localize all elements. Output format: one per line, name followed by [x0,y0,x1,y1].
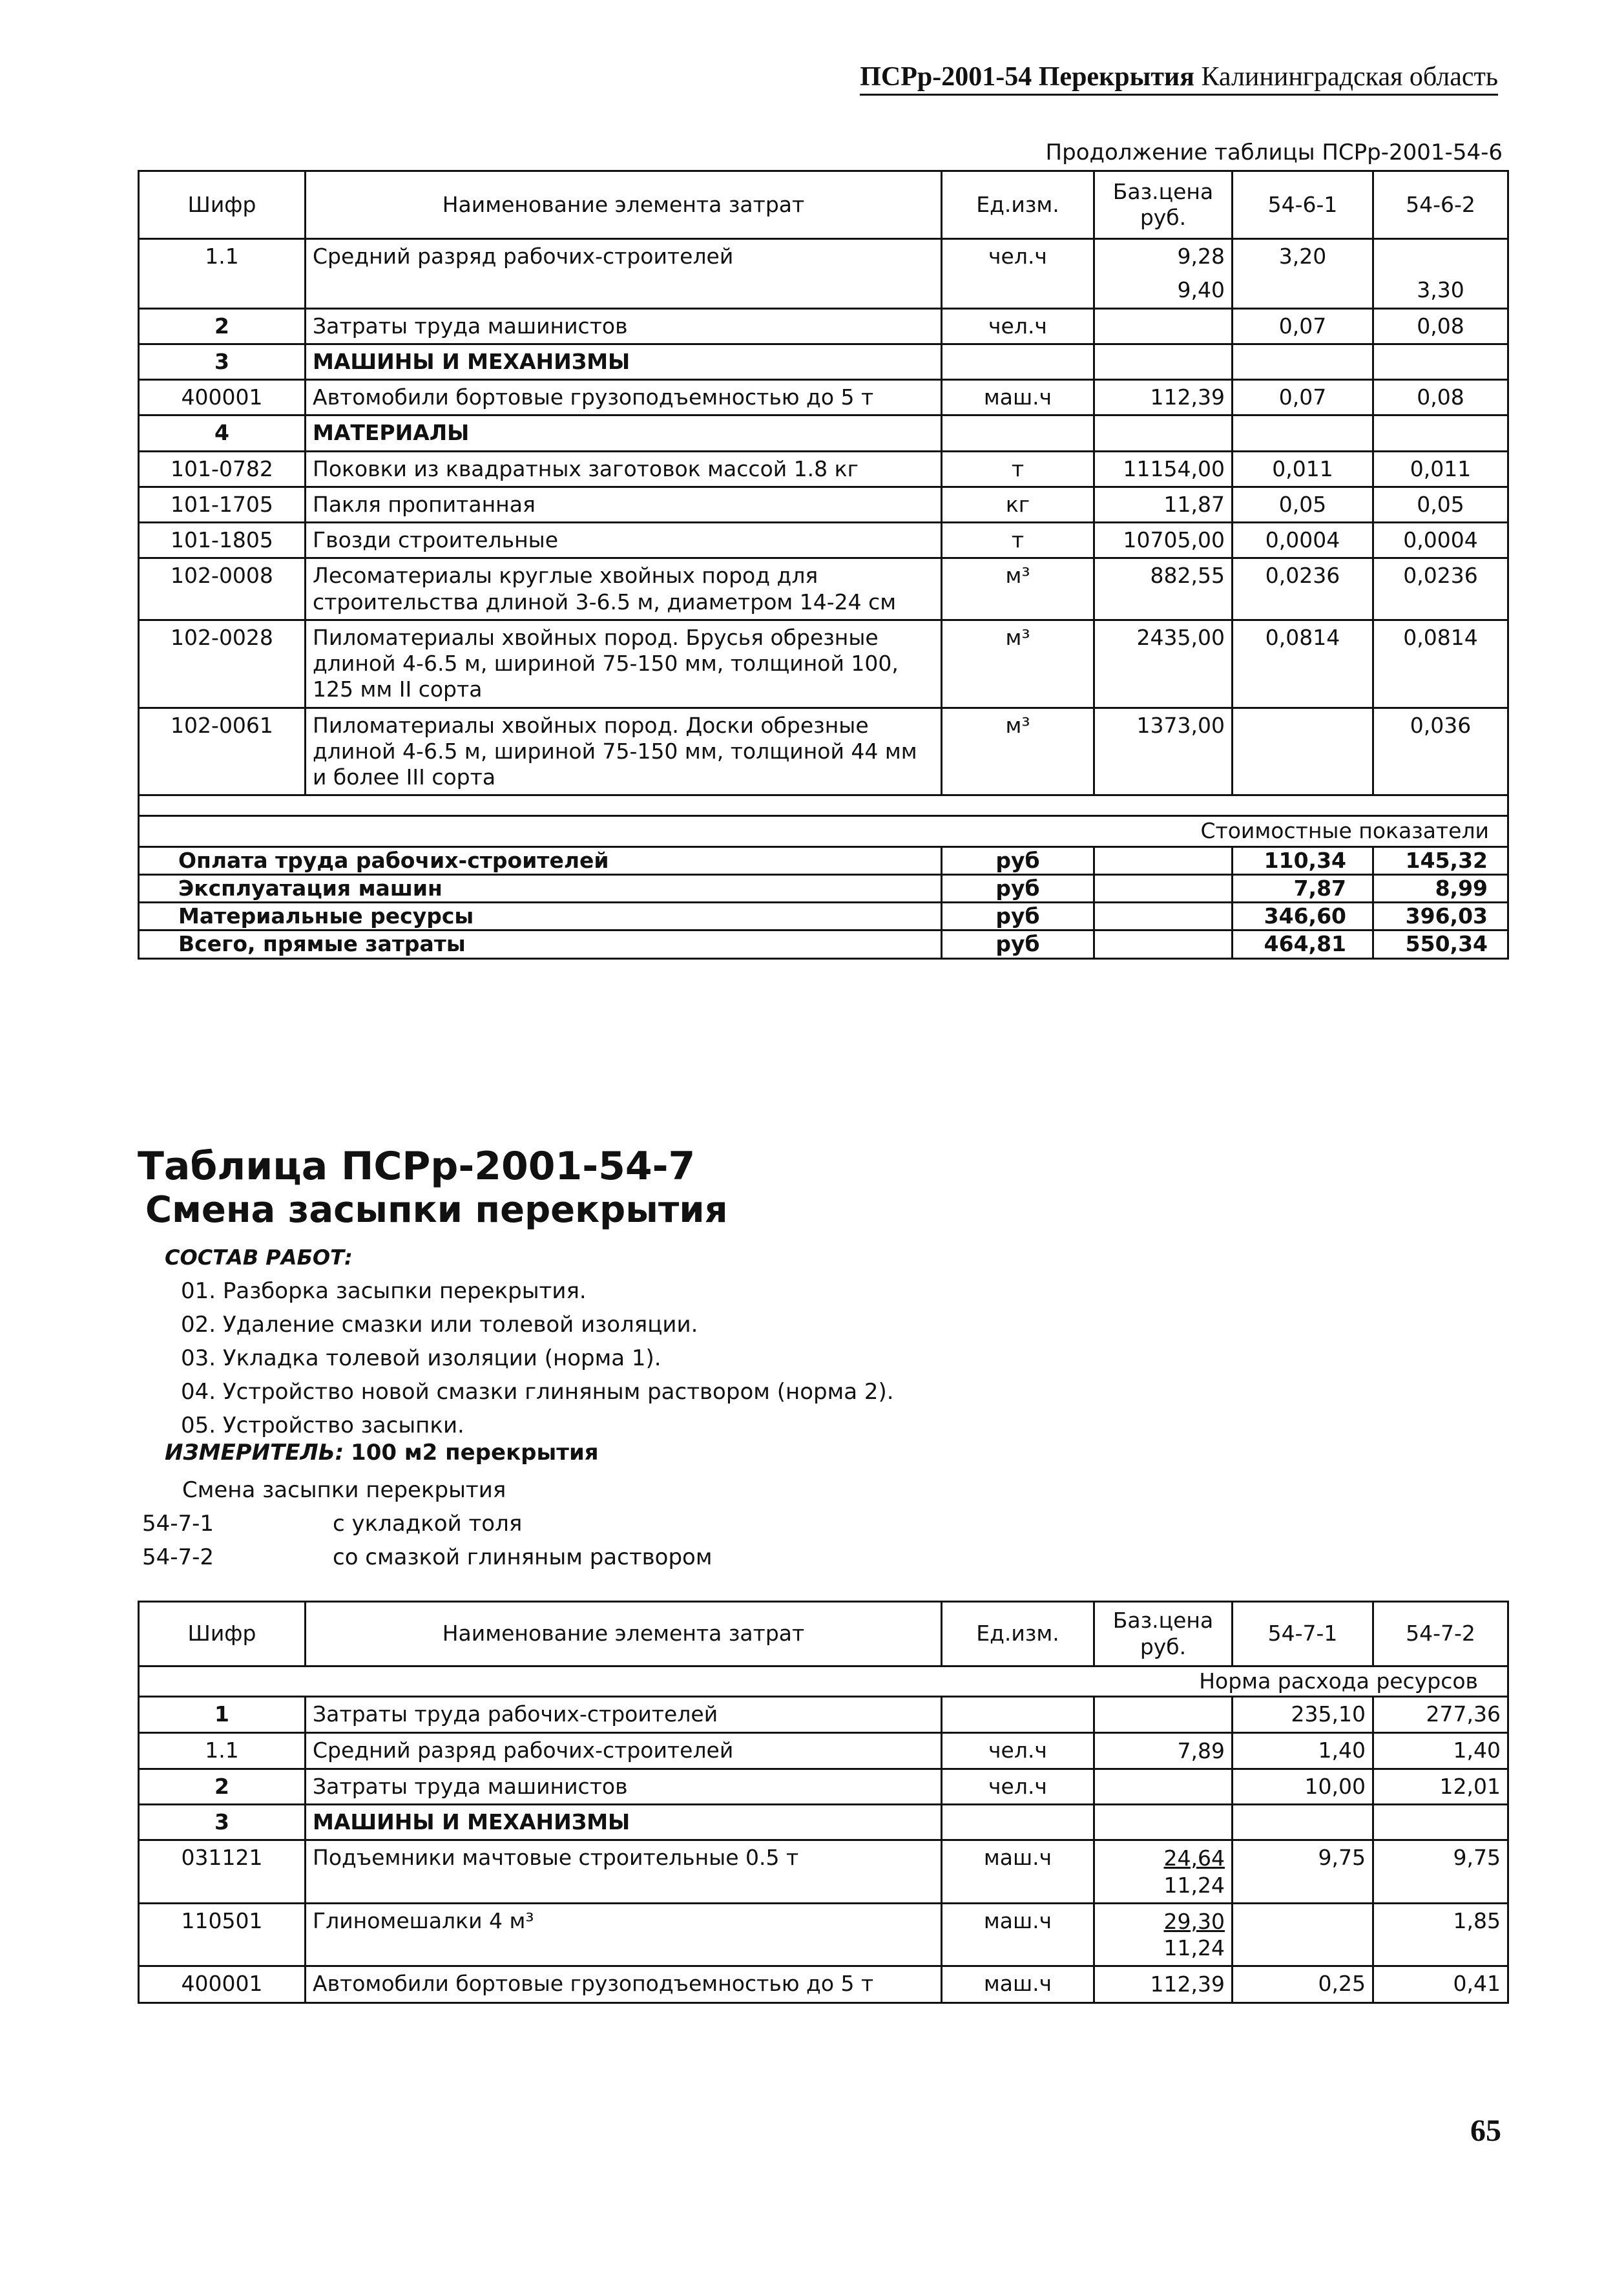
page-number: 65 [1470,2114,1501,2148]
cell-name: Затраты труда машинистов [306,1769,942,1804]
cell-variant-2 [1373,1805,1508,1840]
cell-code: 1.1 [139,239,306,274]
cell-price [1094,1697,1233,1732]
cell-code: 4 [139,415,306,451]
cell-unit [942,344,1094,379]
cell-name: Глиномешалки 4 м³ [306,1903,942,1966]
cell-name: Средний разряд рабочих-строителей [306,239,942,274]
cell-variant-1: 0,25 [1233,1966,1373,2002]
cell-unit: м³ [942,708,1094,795]
measure-line [165,1440,599,1466]
price-value: 7,89 [1177,1738,1225,1763]
cell-code: 3 [139,344,306,379]
table-row [139,1769,1508,1804]
cell-unit: маш.ч [942,1966,1094,2002]
cell-name: Гвозди строительные [306,523,942,558]
cost-name: Эксплуатация машин [139,874,942,902]
table-row [139,708,1508,795]
cell-variant-2: 12,01 [1373,1769,1508,1804]
composition-item: 01. Разборка засыпки перекрытия. [181,1278,587,1304]
resource-table-54-6 [138,170,1509,960]
cell-variant-1: 0,0236 [1233,558,1373,620]
cell-unit: кг [942,487,1094,522]
cell-name: Поковки из квадратных заготовок массой 1.8 кг [306,451,942,487]
col-header-price: Баз.цена руб. [1094,1602,1233,1666]
composition-item: 03. Укладка толевой изоляции (норма 1). [181,1345,661,1371]
cell-variant-1: 1,40 [1233,1732,1373,1769]
cell-name: Затраты труда рабочих-строителей [306,1697,942,1732]
cell-unit [942,415,1094,451]
cell-price: 112,39 [1094,380,1233,415]
header-region: Калининградская область [1201,62,1498,92]
variant-text: с укладкой толя [333,1511,523,1537]
cell-unit [942,1805,1094,1840]
cell-unit: чел.ч [942,308,1094,344]
cost-empty [1094,874,1233,902]
cell-variant-2: 0,0004 [1373,523,1508,558]
cell-code: 2 [139,1769,306,1804]
composition-label: СОСТАВ РАБОТ: [165,1245,353,1270]
table-row [139,620,1508,708]
cell-name: МАТЕРИАЛЫ [306,415,942,451]
table-row [139,415,1508,451]
cell-price [1094,1732,1233,1769]
measure-label: ИЗМЕРИТЕЛЬ: [165,1440,344,1466]
cell-variant-2: 0,41 [1373,1966,1508,2002]
cost-row [139,874,1508,902]
measure-value: 100 м2 перекрытия [351,1440,599,1466]
cell-variant-1: 0,011 [1233,451,1373,487]
cell-variant-2: 1,85 [1373,1903,1508,1966]
table-row [139,1966,1508,2002]
cell-variant-2 [1373,415,1508,451]
cost-variant-2: 396,03 [1373,903,1508,930]
cell-variant-2: 0,05 [1373,487,1508,522]
col-header-unit: Ед.изм. [942,171,1094,239]
table-row [139,1697,1508,1732]
cell-variant-1: 0,07 [1233,380,1373,415]
col-header-variant-2: 54-6-2 [1373,171,1508,239]
table-row [139,1903,1508,1966]
cell-variant-1 [1233,1903,1373,1966]
variant-row [142,1507,713,1540]
cell-name: Подъемники мачтовые строительные 0.5 т [306,1840,942,1904]
price-value: 24,64 [1163,1845,1225,1871]
cell-price: 9,28 [1094,239,1233,274]
cell-name: Пиломатериалы хвойных пород. Брусья обрезные длиной 4-6.5 м, шириной 75-150 мм, толщиной 100, 125 мм II сорта [306,620,942,708]
cell-variant-1: 0,05 [1233,487,1373,522]
cost-unit: руб [942,930,1094,958]
cell-unit [942,1697,1094,1732]
norm-section-row [139,1666,1508,1697]
cell-unit: чел.ч [942,1732,1094,1769]
variant-code: 54-7-1 [142,1511,214,1537]
spacer-row [139,795,1508,816]
cell-unit: м³ [942,558,1094,620]
cell-unit [942,273,1094,308]
cell-variant-2: 3,30 [1373,273,1508,308]
variants-heading: Смена засыпки перекрытия [182,1477,506,1503]
cell-code: 101-1805 [139,523,306,558]
cell-variant-2: 0,08 [1373,308,1508,344]
cost-row [139,846,1508,874]
table-row [139,451,1508,487]
cost-empty [1094,930,1233,958]
cell-name: Пиломатериалы хвойных пород. Доски обрезные длиной 4-6.5 м, шириной 75-150 мм, толщиной 44 мм и более III сорта [306,708,942,795]
cell-price [1094,1903,1233,1966]
composition-item: 04. Устройство новой смазки глиняным раствором (норма 2). [181,1379,894,1405]
cell-variant-2: 0,08 [1373,380,1508,415]
cell-price: 11,87 [1094,487,1233,522]
cell-price [1094,1769,1233,1804]
table-row [139,273,1508,308]
cell-variant-1: 0,0004 [1233,523,1373,558]
cell-name: МАШИНЫ И МЕХАНИЗМЫ [306,1805,942,1840]
cost-name: Всего, прямые затраты [139,930,942,958]
cost-section-row [139,816,1508,846]
variant-row [142,1540,713,1574]
cell-code: 102-0028 [139,620,306,708]
cell-code: 101-0782 [139,451,306,487]
cost-variant-2: 8,99 [1373,874,1508,902]
cell-variant-1 [1233,415,1373,451]
cost-section-label: Стоимостные показатели [139,816,1508,846]
composition-item: 02. Удаление смазки или толевой изоляции. [181,1312,698,1338]
table-row [139,239,1508,274]
cell-unit: чел.ч [942,239,1094,274]
section-title: Таблица ПСРр-2001-54-7 [138,1144,696,1189]
cell-variant-2: 0,011 [1373,451,1508,487]
cell-variant-2: 0,0236 [1373,558,1508,620]
cost-unit: руб [942,903,1094,930]
cell-variant-1: 10,00 [1233,1769,1373,1804]
price-value-secondary: 11,24 [1163,1872,1225,1898]
cell-code: 031121 [139,1840,306,1904]
cell-name: МАШИНЫ И МЕХАНИЗМЫ [306,344,942,379]
cell-code: 400001 [139,1966,306,2002]
cell-variant-1: 3,20 [1233,239,1373,274]
cell-code: 1.1 [139,1732,306,1769]
variant-text: со смазкой глиняным раствором [333,1544,713,1570]
header-code: ПСРр-2001-54 Перекрытия [860,62,1194,92]
cost-name: Материальные ресурсы [139,903,942,930]
cost-empty [1094,846,1233,874]
col-header-price: Баз.цена руб. [1094,171,1233,239]
col-header-name: Наименование элемента затрат [306,1602,942,1666]
cell-unit: маш.ч [942,1840,1094,1904]
table-row [139,308,1508,344]
cell-code: 110501 [139,1903,306,1966]
cell-code: 3 [139,1805,306,1840]
cell-variant-1: 0,0814 [1233,620,1373,708]
cell-variant-2: 0,036 [1373,708,1508,795]
cost-variant-1: 110,34 [1233,846,1373,874]
cell-price [1094,308,1233,344]
col-header-variant-1: 54-6-1 [1233,171,1373,239]
cell-unit: т [942,451,1094,487]
cost-variant-1: 464,81 [1233,930,1373,958]
table-row [139,380,1508,415]
cell-variant-2: 277,36 [1373,1697,1508,1732]
cell-variant-1 [1233,273,1373,308]
cost-variant-2: 550,34 [1373,930,1508,958]
cost-variant-2: 145,32 [1373,846,1508,874]
col-header-unit: Ед.изм. [942,1602,1094,1666]
cell-name: Пакля пропитанная [306,487,942,522]
cost-row [139,930,1508,958]
resource-table-54-7 [138,1601,1509,2004]
cell-variant-1: 9,75 [1233,1840,1373,1904]
cost-name: Оплата труда рабочих-строителей [139,846,942,874]
cell-unit: маш.ч [942,1903,1094,1966]
price-value: 29,30 [1163,1908,1225,1934]
norm-section-label: Норма расхода ресурсов [139,1666,1508,1697]
table-row [139,344,1508,379]
col-header-code: Шифр [139,1602,306,1666]
cell-price: 10705,00 [1094,523,1233,558]
cell-code: 101-1705 [139,487,306,522]
cost-row [139,903,1508,930]
col-header-variant-1: 54-7-1 [1233,1602,1373,1666]
cost-unit: руб [942,874,1094,902]
col-header-variant-2: 54-7-2 [1373,1602,1508,1666]
cell-unit: т [942,523,1094,558]
cell-variant-2 [1373,344,1508,379]
cell-price [1094,1805,1233,1840]
cell-price: 2435,00 [1094,620,1233,708]
variants-list [142,1473,713,1574]
col-header-code: Шифр [139,171,306,239]
cell-name: Затраты труда машинистов [306,308,942,344]
cell-unit: маш.ч [942,380,1094,415]
cell-variant-2: 0,0814 [1373,620,1508,708]
cell-price [1094,1966,1233,2002]
cell-price: 11154,00 [1094,451,1233,487]
cell-unit: чел.ч [942,1769,1094,1804]
cell-price: 9,40 [1094,273,1233,308]
table-row [139,523,1508,558]
cell-code: 102-0008 [139,558,306,620]
cell-unit: м³ [942,620,1094,708]
cell-variant-1: 235,10 [1233,1697,1373,1732]
cell-variant-1: 0,07 [1233,308,1373,344]
page-header [860,61,1498,96]
cost-variant-1: 7,87 [1233,874,1373,902]
cell-variant-1 [1233,708,1373,795]
table-continuation-caption: Продолжение таблицы ПСРр-2001-54-6 [1045,140,1503,165]
cell-variant-2 [1373,239,1508,274]
price-value: 112,39 [1150,1971,1225,1997]
table-row [139,1805,1508,1840]
cell-code: 1 [139,1697,306,1732]
table-row [139,558,1508,620]
cost-empty [1094,903,1233,930]
cell-name: Средний разряд рабочих-строителей [306,1732,942,1769]
cell-code [139,273,306,308]
cost-unit: руб [942,846,1094,874]
spacer-cell [139,795,1508,816]
cell-price [1094,344,1233,379]
work-composition [165,1241,894,1442]
cell-price: 1373,00 [1094,708,1233,795]
cell-price [1094,415,1233,451]
col-header-name: Наименование элемента затрат [306,171,942,239]
variant-code: 54-7-2 [142,1544,214,1570]
cost-variant-1: 346,60 [1233,903,1373,930]
cell-variant-2: 1,40 [1373,1732,1508,1769]
cell-variant-1 [1233,1805,1373,1840]
table-row [139,487,1508,522]
table-row [139,1840,1508,1904]
price-value-secondary: 11,24 [1163,1935,1225,1960]
cell-variant-2: 9,75 [1373,1840,1508,1904]
cell-price [1094,1840,1233,1904]
cell-variant-1 [1233,344,1373,379]
cell-name [306,273,942,308]
composition-item: 05. Устройство засыпки. [181,1413,464,1438]
cell-name: Автомобили бортовые грузоподъемностью до 5 т [306,1966,942,2002]
cell-name: Лесоматериалы круглые хвойных пород для строительства длиной 3-6.5 м, диаметром 14-24 см [306,558,942,620]
cell-name: Автомобили бортовые грузоподъемностью до 5 т [306,380,942,415]
table-row [139,1732,1508,1769]
section-subtitle: Смена засыпки перекрытия [145,1189,728,1231]
cell-code: 400001 [139,380,306,415]
cell-code: 102-0061 [139,708,306,795]
cell-code: 2 [139,308,306,344]
cell-price: 882,55 [1094,558,1233,620]
